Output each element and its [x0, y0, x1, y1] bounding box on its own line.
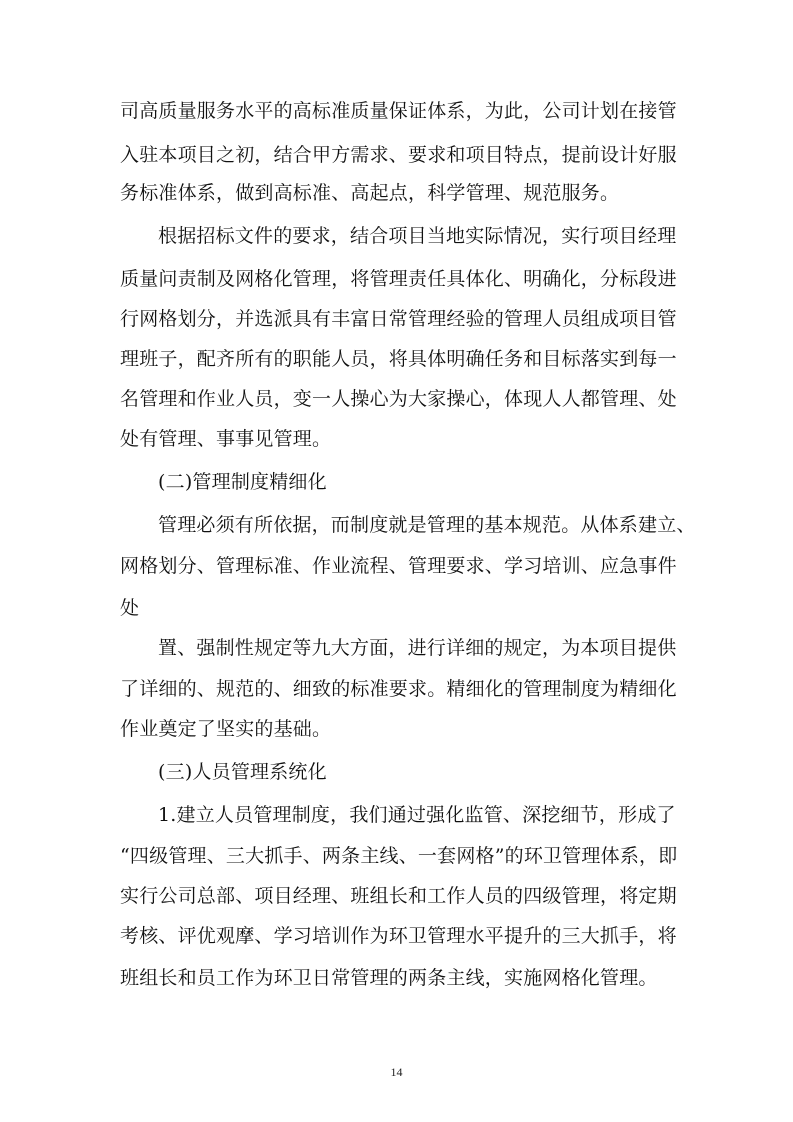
text-line-14: 置、强制性规定等九大方面，进行详细的规定，为本项目提供 [158, 637, 677, 659]
text-line-1: 司高质量服务水平的高标准质量保证体系，为此，公司计划在接管 [120, 100, 677, 122]
text-line-7: 理班子，配齐所有的职能人员，将具体明确任务和目标落实到每一 [120, 348, 677, 370]
text-line-6: 行网格划分，并选派具有丰富日常管理经验的管理人员组成项目管 [120, 308, 677, 330]
text-line-5: 质量问责制及网格化管理，将管理责任具体化、明确化，分标段进 [120, 268, 677, 290]
section-heading-3: (三)人员管理系统化 [158, 761, 327, 783]
text-line-20: 实行公司总部、项目经理、班组长和工作人员的四级管理，将定期 [120, 885, 677, 907]
text-line-21: 考核、评优观摩、学习培训作为环卫管理水平提升的三大抓手，将 [120, 925, 677, 947]
text-line-16: 作业奠定了坚实的基础。 [120, 718, 332, 740]
text-line-22: 班组长和员工作为环卫日常管理的两条主线，实施网格化管理。 [120, 967, 658, 989]
text-line-19: “四级管理、三大抓手、两条主线、一套网格”的环卫管理体系，即 [120, 845, 678, 867]
text-line-12: 网格划分、管理标准、作业流程、管理要求、学习培训、应急事件 [120, 555, 677, 577]
text-line-2: 入驻本项目之初，结合甲方需求、要求和项目特点，提前设计好服 [120, 144, 677, 166]
text-line-8: 名管理和作业人员，变一人操心为大家操心，体现人人都管理、处 [120, 388, 677, 410]
text-line-15: 了详细的、规范的、细致的标准要求。精细化的管理制度为精细化 [120, 678, 677, 700]
text-line-13: 处 [120, 597, 140, 619]
page-number: 14 [390, 1065, 403, 1079]
text-line-18: 1.建立人员管理制度，我们通过强化监管、深挖细节，形成了 [158, 804, 676, 826]
text-line-4: 根据招标文件的要求，结合项目当地实际情况，实行项目经理 [158, 225, 677, 247]
text-line-11: 管理必须有所依据，而制度就是管理的基本规范。从体系建立、 [158, 514, 696, 536]
text-line-9: 处有管理、事事见管理。 [120, 428, 332, 450]
section-heading-2: (二)管理制度精细化 [158, 471, 327, 493]
text-line-3: 务标准体系，做到高标准、高起点，科学管理、规范服务。 [120, 182, 620, 204]
